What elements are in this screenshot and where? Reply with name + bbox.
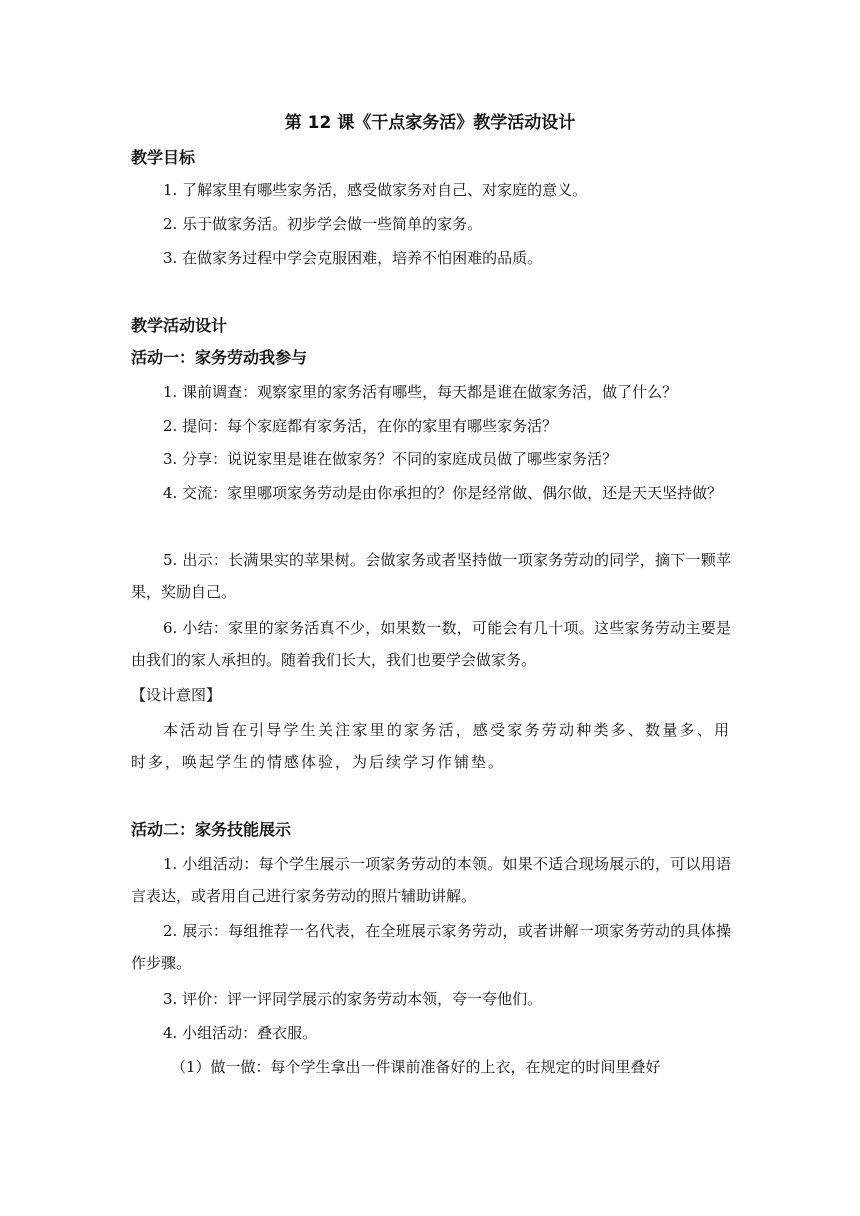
document-title: 第 12 课《干点家务活》教学活动设计: [284, 113, 576, 133]
activity2-item-4: 4. 小组活动：叠衣服。: [163, 1024, 318, 1042]
intent-heading: 【设计意图】: [131, 686, 222, 704]
activity2-subitem-1: （1）做一做：每个学生拿出一件课前准备好的上衣，在规定的时间里叠好: [171, 1058, 661, 1076]
activity1-item-3: 3. 分享：说说家里是谁在做家务？不同的家庭成员做了哪些家务活？: [163, 450, 618, 468]
activity1-heading: 活动一：家务劳动我参与: [131, 348, 308, 367]
activity1-item-1: 1. 课前调查：观察家里的家务活有哪些，每天都是谁在做家务活，做了什么？: [163, 383, 678, 401]
activity2-item-2: 2. 展示：每组推荐一名代表，在全班展示家务劳动，或者讲解一项家务劳动的具体操作步骤。: [131, 922, 731, 972]
design-heading: 教学活动设计: [131, 316, 228, 335]
intent-text: 本活动旨在引导学生关注家里的家务活，感受家务劳动种类多、数量多、用时多，唤起学生的情感体验，为后续学习作铺垫。: [131, 721, 731, 771]
activity1-item-6: 6. 小结：家里的家务活真不少，如果数一数，可能会有几十项。这些家务劳动主要是由我们的家人承担的。随着我们长大，我们也要学会做家务。: [131, 619, 731, 669]
activity1-item-5: 5. 出示：长满果实的苹果树。会做家务或者坚持做一项家务劳动的同学，摘下一颗苹果，奖励自己。: [131, 551, 731, 601]
goal-item-1: 1. 了解家里有哪些家务活，感受做家务对自己、对家庭的意义。: [163, 181, 588, 199]
activity1-item-2: 2. 提问：每个家庭都有家务活，在你的家里有哪些家务活？: [163, 417, 558, 435]
activity2-heading: 活动二：家务技能展示: [131, 820, 292, 839]
goal-item-3: 3. 在做家务过程中学会克服困难，培养不怕困难的品质。: [163, 249, 543, 267]
goal-item-2: 2. 乐于做家务活。初步学会做一些简单的家务。: [163, 215, 483, 233]
activity2-item-1: 1. 小组活动：每个学生展示一项家务劳动的本领。如果不适合现场展示的，可以用语言表达，或者用自己进行家务劳动的照片辅助讲解。: [131, 855, 731, 905]
activity1-item-4: 4. 交流：家里哪项家务劳动是由你承担的？你是经常做、偶尔做，还是天天坚持做？: [163, 484, 723, 502]
goals-heading: 教学目标: [131, 148, 196, 167]
activity2-item-3: 3. 评价：评一评同学展示的家务劳动本领，夸一夸他们。: [163, 990, 543, 1008]
